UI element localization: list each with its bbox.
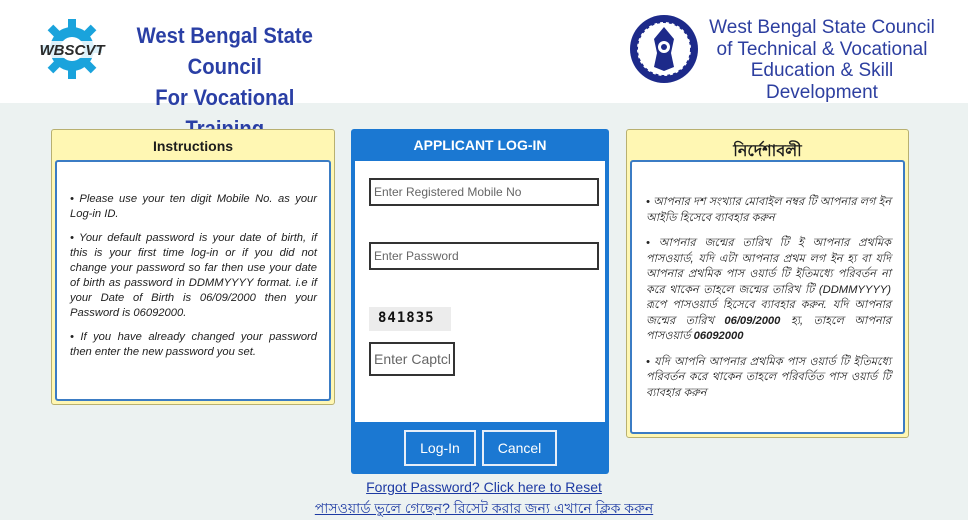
example-password: 06092000	[693, 330, 744, 342]
bengali-instructions-title: নির্দেশাবলী	[733, 143, 802, 160]
instructions-body	[55, 160, 331, 401]
forgot-password-link[interactable]: Forgot Password? Click here to Reset	[366, 479, 602, 495]
wbscvt-title	[119, 20, 331, 144]
forgot-password-link-bengali[interactable]: পাসওয়ার্ড ভুলে গেছেন? রিসেট করার জন্য এখানে ক্লিক করুন	[314, 500, 654, 516]
example-dob: 06/09/2000	[724, 314, 781, 327]
wbscvt-title-line1: West Bengal State Council	[136, 23, 313, 79]
instruction-item: • If you have already changed your password then enter the new password you set.	[70, 331, 317, 358]
login-form	[355, 161, 605, 422]
login-title: APPLICANT LOG-IN	[413, 137, 547, 153]
bengali-instruction-item: • আপনার দশ সংখ্যার মোবাইল নম্বর টি আপনার লগ ইন আইডি হিসেবে ব্যাবহার করুন	[646, 196, 891, 224]
applicant-login-panel	[351, 129, 609, 474]
login-button[interactable]: Log-In	[404, 430, 476, 466]
bengali-instructions-body	[630, 160, 905, 434]
password-input[interactable]	[369, 242, 599, 270]
wbscvt-logo-text: WBSCVT	[39, 42, 105, 59]
wbscte-title-line1: West Bengal State Council	[709, 17, 935, 38]
wbscte-title-line3: Education & Skill Development	[750, 60, 894, 103]
wbscte-title-line2: of Technical & Vocational	[716, 38, 928, 60]
mobile-number-input[interactable]	[369, 178, 599, 206]
bengali-instructions-panel	[626, 129, 909, 438]
bengali-instruction-item: • আপনার জন্মের তারিখ টি ই আপনার প্রথমিক পাসওয়ার্ড, যদি এটা আপনার প্রথম লগ ইন হ্য বা যদি আপনার প্রথমিক পাস ওয়ার্ড টি ইতিমধ্যে পরিবর্তন না করে থাকেন তাহলে জন্মের তারিখ টি (DDMMYYYY) রূপে পাসওয়ার্ড হিসেবে ব্যাবহার করুন. যদি আপনার জন্মের তারিখ 06/09/2000 হ্য, তাহলে আপনার পাসওয়ার্ড 06092000	[646, 237, 892, 342]
page-header	[0, 0, 968, 110]
wbscte-title	[706, 17, 938, 103]
instructions-panel	[51, 129, 335, 405]
cancel-button[interactable]: Cancel	[482, 430, 557, 466]
wbscvt-title-line2: For Vocational	[155, 85, 295, 110]
captcha-input[interactable]	[369, 342, 455, 376]
captcha-image: 841835	[369, 307, 451, 331]
instructions-title: Instructions	[152, 138, 234, 154]
bengali-instruction-item: • যদি আপনি আপনার প্রথমিক পাস ওয়ার্ড টি ইতিমধ্যে পরিবর্তন করে থাকেন তাহলে পরিবর্তিত পাস ওয়ার্ড টি ব্যাবহার করুন	[646, 355, 891, 399]
instruction-item: • Your default password is your date of birth, if this is your first time log-in or if you did not change your password so far then use your date of birth as password in DDMMYYYY format. i.e if your Date of Birth is 06/09/2000 then your Password is 06092000.	[70, 232, 317, 319]
wbscvt-logo-icon	[26, 14, 118, 84]
instruction-item: • Please use your ten digit Mobile No. as your Log-in ID.	[70, 193, 317, 220]
wbscte-seal-icon	[628, 9, 700, 89]
